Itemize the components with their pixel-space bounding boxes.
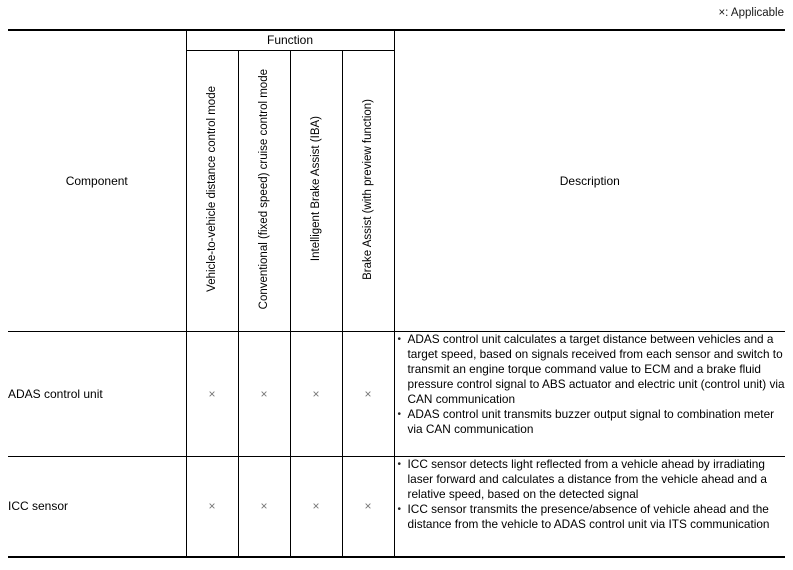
applicable-mark: × — [186, 331, 238, 456]
applicable-mark: × — [290, 456, 342, 557]
function-column-header-1 — [238, 50, 290, 331]
description-bullet: • ICC sensor transmits the presence/absence of vehicle ahead and the distance from the vehicle to ADAS control unit via ITS communication — [395, 502, 786, 532]
applicable-mark: × — [342, 456, 394, 557]
table-row — [8, 456, 785, 557]
function-column-header-label: Conventional (fixed speed) cruise control mode — [257, 68, 270, 310]
applicable-mark: × — [186, 456, 238, 557]
applicable-mark: × — [238, 456, 290, 557]
description-bullet: • ICC sensor detects light reflected from a vehicle ahead by irradiating laser forward and calculates a distance from the vehicle ahead and a relative speed, based on the detected signal — [395, 457, 786, 502]
applicable-mark: × — [290, 331, 342, 456]
applicable-mark: × — [238, 331, 290, 456]
function-column-header-3 — [342, 50, 394, 331]
description-column-header: Description — [394, 30, 785, 331]
function-column-header-label: Brake Assist (with preview function) — [361, 98, 374, 280]
component-function-table — [8, 29, 785, 558]
function-column-header-label: Intelligent Brake Assist (IBA) — [309, 116, 322, 262]
component-column-header: Component — [8, 30, 186, 331]
function-column-header-label: Vehicle-to-vehicle distance control mode — [205, 86, 218, 292]
description-bullet-list — [395, 457, 786, 532]
component-name: ICC sensor — [8, 456, 186, 557]
component-description — [394, 456, 785, 557]
description-bullet-list — [395, 332, 786, 437]
function-column-header-2 — [290, 50, 342, 331]
function-column-header-0 — [186, 50, 238, 331]
table-row — [8, 331, 785, 456]
applicable-legend: ×: Applicable — [718, 7, 784, 19]
component-description — [394, 331, 785, 456]
table-header-row-top — [8, 30, 785, 50]
component-name: ADAS control unit — [8, 331, 186, 456]
applicable-mark: × — [342, 331, 394, 456]
description-bullet: • ADAS control unit transmits buzzer output signal to combination meter via CAN communication — [395, 407, 786, 437]
description-bullet: • ADAS control unit calculates a target distance between vehicles and a target speed, based on signals received from each sensor and switch to transmit an engine torque command value to ECM and a brake fluid pressure control signal to ABS actuator and electric unit (control unit) via CAN communication — [395, 332, 786, 407]
function-group-header: Function — [186, 30, 394, 50]
